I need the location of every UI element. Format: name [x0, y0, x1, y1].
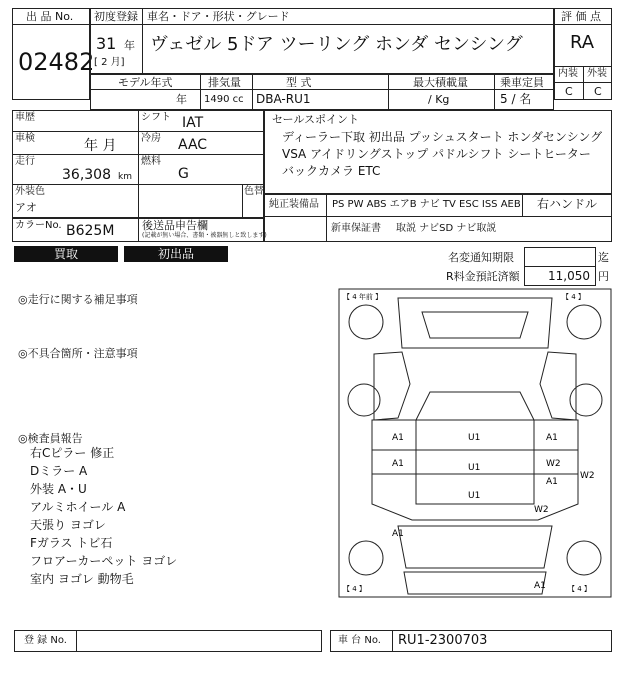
- recycle-value: 11,050: [548, 269, 590, 283]
- model-year-label: モデル年式: [118, 76, 173, 89]
- tire-label-front-left: 【 4 年前 】: [343, 293, 383, 301]
- details-row2: [12, 154, 264, 155]
- reg-divider: [142, 8, 143, 74]
- wheel-front-right: [567, 305, 601, 339]
- load-label: 最大積載量: [413, 76, 468, 89]
- model-year-unit: 年: [176, 93, 187, 106]
- ext-color-value: アオ: [15, 201, 37, 214]
- chassis-label: 車 台 No.: [338, 635, 381, 646]
- aftermarket-note: (記載が無い場合、書類・被器無しと致します): [142, 232, 267, 239]
- inspector-line-8: 室内 ヨゴレ 動物毛: [30, 572, 134, 586]
- damage-mark: U1: [468, 463, 481, 473]
- spec-col1: [200, 74, 201, 110]
- damage-mark: W2: [534, 505, 549, 515]
- ac-value: AAC: [178, 137, 208, 153]
- front-bumper-outline: [398, 298, 552, 348]
- equipment-label: 純正装備品: [269, 199, 319, 210]
- badge-first-listing: 初出品: [124, 246, 228, 262]
- fuel-value: G: [178, 166, 189, 182]
- spec-divider: [90, 89, 554, 90]
- wheel-front-left: [349, 305, 383, 339]
- inspector-label: ◎検査員報告: [18, 432, 83, 445]
- right-side-profile: [540, 352, 576, 420]
- lot-divider: [12, 24, 90, 25]
- recycle-label: R料金預託済額: [446, 270, 520, 283]
- reg-no-split: [76, 630, 77, 652]
- damage-mark: W2: [580, 471, 595, 481]
- tire-label-rear-right: 【 4 】: [568, 585, 591, 593]
- damage-mark: W2: [546, 459, 561, 469]
- recycle-unit: 円: [598, 270, 609, 283]
- aftermarket-label: 後送品申告欄: [142, 219, 208, 232]
- load-value: / Kg: [428, 93, 450, 106]
- car-header-divider: [90, 24, 554, 25]
- reg-label: 初度登録: [94, 10, 138, 23]
- damage-mark: A1: [392, 459, 404, 469]
- history-label: 車歴: [15, 112, 35, 123]
- exterior-label: 外装: [587, 68, 607, 79]
- lot-number: 02482: [18, 48, 95, 76]
- inspector-line-2: Dミラー A: [30, 464, 88, 478]
- sales-line-1: ディーラー下取 初出品 プッシュスタート ホンダセンシング: [282, 130, 603, 144]
- car-name: ヴェゼル 5ドア ツーリング ホンダ センシング: [150, 34, 523, 55]
- wheel-rear-right: [567, 541, 601, 575]
- color-split: [138, 218, 139, 242]
- reg-year: 31: [96, 34, 117, 53]
- exterior-grade: C: [594, 85, 602, 98]
- damage-mark: A1: [534, 581, 546, 591]
- inspector-line-1: 右Cピラー 修正: [30, 446, 115, 460]
- reg-year-unit: 年: [124, 39, 135, 52]
- grade-value: RA: [570, 32, 595, 53]
- steering-split: [522, 194, 523, 216]
- name-change-unit: 迄: [598, 251, 609, 264]
- name-change-label: 名変通知期限: [448, 251, 514, 264]
- inspector-line-5: 天張り ヨゴレ: [30, 518, 106, 532]
- hood-outline: [422, 312, 528, 338]
- shift-value: IAT: [182, 115, 204, 131]
- damage-mark: A1: [392, 433, 404, 443]
- fuel-label: 燃料: [141, 156, 161, 167]
- type-label: 型 式: [286, 76, 312, 89]
- supplement-label: ◎走行に関する補足事項: [18, 293, 138, 306]
- repaint-label: 色替: [244, 186, 264, 197]
- inspector-line-6: Fガラス トビ石: [30, 536, 113, 550]
- rear-body-outline: [398, 526, 552, 568]
- ac-label: 冷房: [141, 133, 161, 144]
- spec-col2: [252, 74, 253, 110]
- details-row3: [12, 184, 264, 185]
- inspection-value: 年 月: [84, 138, 117, 154]
- badge-buyout: 買取: [14, 246, 118, 262]
- details-row1: [12, 131, 264, 132]
- capacity-label: 乗車定員: [500, 76, 544, 89]
- grade-label: 評 価 点: [561, 10, 601, 23]
- tire-label-rear-left: 【 4 】: [343, 585, 366, 593]
- warranty-label: 新車保証書: [331, 223, 381, 234]
- reg-month: [ 2 月]: [94, 57, 125, 68]
- chassis-split: [392, 630, 393, 652]
- sub-grade-split: [583, 66, 584, 100]
- chassis-value: RU1-2300703: [398, 633, 488, 648]
- wheel-mid-right: [570, 384, 602, 416]
- warranty-split: [326, 216, 327, 242]
- interior-label: 内装: [558, 68, 578, 79]
- displacement-value: 1490 cc: [204, 94, 244, 105]
- left-side-profile: [374, 352, 410, 420]
- cabin-outline: [416, 392, 534, 504]
- equipment-label-split: [326, 194, 327, 216]
- grade-divider: [554, 24, 612, 25]
- reg-no-label: 登 録 No.: [24, 635, 67, 646]
- rear-bumper-outline: [404, 572, 546, 594]
- name-change-field: [524, 247, 596, 267]
- spec-col4: [494, 74, 495, 110]
- damage-mark: A1: [546, 477, 558, 487]
- ext-color-label: 外装色: [15, 186, 45, 197]
- sales-line-2: VSA アイドリングストップ パドルシフト シートヒーター: [282, 147, 591, 161]
- lot-label: 出 品 No.: [26, 10, 74, 23]
- mileage-unit: km: [118, 172, 132, 182]
- details-repaint-split: [242, 184, 243, 218]
- wheel-mid-left: [348, 384, 380, 416]
- wheel-rear-left: [349, 541, 383, 575]
- equipment-divider: [264, 216, 612, 217]
- equipment-value: PS PW ABS エアB ナビ TV ESC ISS AEB: [332, 199, 521, 210]
- capacity-value: 5 / 名: [500, 92, 532, 106]
- damage-mark: U1: [468, 491, 481, 501]
- interior-grade: C: [565, 85, 573, 98]
- inspector-line-4: アルミホイール A: [30, 500, 126, 514]
- type-value: DBA-RU1: [256, 92, 311, 106]
- displacement-label: 排気量: [208, 76, 241, 89]
- mileage-value: 36,308: [62, 167, 111, 183]
- color-no-label: カラーNo.: [15, 220, 62, 231]
- car-damage-diagram: [338, 288, 612, 598]
- steering-value: 右ハンドル: [537, 197, 598, 211]
- inspection-label: 車検: [15, 133, 35, 144]
- damage-mark: U1: [468, 433, 481, 443]
- shift-label: シフト: [141, 112, 171, 123]
- sales-line-3: バックカメラ ETC: [282, 164, 381, 178]
- car-label: 車名・ドア・形状・グレード: [147, 10, 290, 23]
- inspector-line-3: 外装 A・U: [30, 482, 87, 496]
- details-vsplit: [138, 110, 139, 218]
- defects-label: ◎不具合箇所・注意事項: [18, 347, 138, 360]
- color-no-value: B625M: [66, 223, 115, 239]
- warranty-value: 取説 ナビSD ナビ取説: [396, 223, 497, 234]
- spec-col3: [388, 74, 389, 110]
- damage-mark: A1: [392, 529, 404, 539]
- mileage-label: 走行: [15, 156, 35, 167]
- damage-mark: A1: [546, 433, 558, 443]
- sales-label: セールスポイント: [272, 113, 360, 126]
- inspector-line-7: フロアーカーペット ヨゴレ: [30, 554, 178, 568]
- tire-label-front-right: 【 4 】: [562, 293, 585, 301]
